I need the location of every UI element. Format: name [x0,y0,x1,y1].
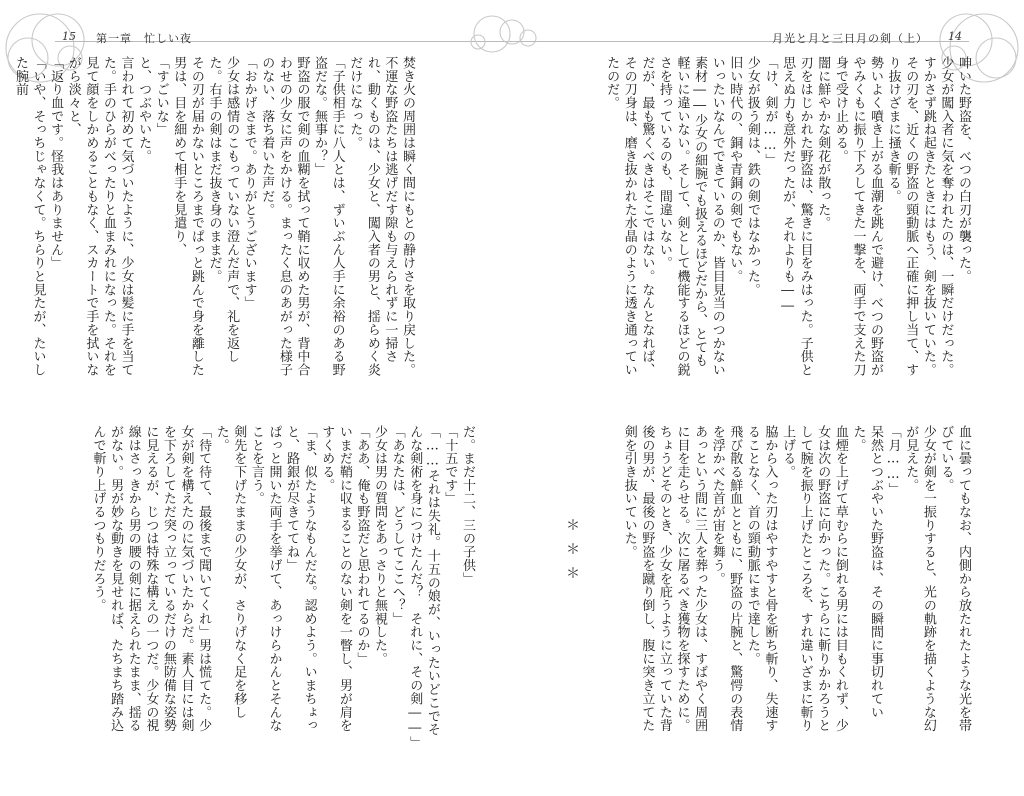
paragraph: 少女は男の質問をあっさりと無視した。 [372,425,388,666]
paragraph: ちょうどそのとき、少女を庇うように立っていた背後の男が、最後の野盗を蹴り倒し、腹に突き立てた剣を引き抜いていた。 [621,425,672,733]
page-number: 14 [948,30,962,43]
paragraph: 「月……」 [885,425,901,496]
paragraph: 少女は感情のこもっていない澄んだ声で、礼を返した。右手の剣はまだ抜き身のままだ。 [206,56,240,364]
paragraph: 少女が扱う剣は、鉄の剣ではなかった。 [744,56,760,297]
text-block-upper [12,56,416,378]
paragraph: 旧い時代の、銅や青銅の剣でもない。 [727,56,743,283]
paragraph: 脇から入った刃はやすやすと骨を断ち斬り、失速することなく、首の頸動脈にまで達した。 [744,425,778,733]
paragraph: 刃をはじかれた野盗は、驚きに目をみはった。子供と思えぬ力も意外だったが、それよりも―― [780,56,813,377]
page-number: 15 [62,30,76,43]
paragraph: 少女が闖入者に気を奪われたのは、一瞬だけだった。すかさず跳ね起きたときにはもう、剣を抜いていた。その刃を、近くの野盗の頸動脈へ正確に押し当て、すり抜けざまに掻き斬る。 [885,56,954,377]
text-block-lower [600,425,972,745]
paragraph: 剣先を下げたままの少女が、さりげなく足を移した。 [213,425,247,719]
running-head: 第一章 忙しい夜 [96,32,192,45]
right-page [512,0,1024,796]
paragraph: 「あなたは、どうしてここへ？」 [389,425,405,626]
paragraph: 焚き火の周囲は瞬く間にもとの静けさを取り戻した。不運な野盗たちは逃げだす隙も与えられずに一掃され、動くものは、少女と、闖入者の男と、揺らめく炎だけになった。 [347,56,415,377]
paragraph: 血に曇ってもなお、内側から放たれたような光を帯びている。 [938,425,971,733]
paragraph: いまだ鞘に収まることのない剣を一瞥し、男が肩をすくめる。 [319,425,352,733]
paragraph: 「待て待て、最後まで聞いてくれ」男は慌てた。少女が剣を構えたのに気づいたからだ。素人目には剣を下ろしてただ突っ立っているだけの無防備な姿勢に見えるが、じつは特殊な構えの一つだ。少女の視線はさっきから男の腰の剣に据えられたまま、揺るがない。男が妙な動きを見せれば、たちまち踏み込んで斬り上げるつもりだろう。 [90,425,212,733]
paragraph: 「十五です」 [442,425,458,506]
paragraph: だが、最も驚くべきはそこではない。なんとなれば、その刀身は、磨き抜かれた水晶のように透き通っていたのだ。 [604,56,655,377]
paragraph: 「いや、そっちじゃなくて。ちらりと見たが、たいした腕前 [12,56,46,377]
paragraph: 「すごいな」 [153,56,169,137]
paragraph: 「おかげさまで。ありがとうございます」 [241,56,257,310]
paragraph: 「返り血です。怪我はありません」 [48,56,64,270]
paragraph: その刃が届かないところまでぱっと跳んで身を離した男は、目を細めて相手を見遣り、 [171,56,204,377]
paragraph: あっという間に三人を葬った少女は、すばやく周囲に目を走らせる。次に屠るべき獲物を探すために。 [674,425,708,733]
paragraph: 呆然とつぶやいた野盗は、その瞬間に事切れていた。 [850,425,884,719]
paragraph: 言われて初めて気づいたように、少女は髪に手を当てた。手のひらがべったりと血まみれになった。それを見て顔をしかめることもなく、スカートで手を拭いながら淡々と、 [65,56,134,377]
paragraph: だ。まだ十二、三の子供」 [460,425,475,586]
running-head: 月光と月と三日月の剣（上） [772,32,928,45]
text-block-upper [580,56,972,378]
paragraph: 飛び散る鮮血とともに、野盗の片腕と、驚愕の表情を浮かべた首が宙を舞う。 [709,425,743,733]
paragraph: ぱっと開いた両手を挙げて、あっけらかんとそんなことを言う。 [248,425,282,733]
paragraph: 勢いよく噴き上がる血潮を跳んで避け、べつの野盗がやみくもに振り下ろしてきた一撃を、両手で支えた刀身で受け止める。 [832,56,884,377]
paragraph: 「ま、似たようなもんだな。認めよう。いまちょっと、路銀が尽きててね」 [284,425,317,733]
paragraph: 「子供相手に八人とは、ずいぶん人手に余裕のある野盗だな。無事か？」 [312,56,345,377]
paragraph: 呻いた野盗を、べつの白刃が襲った。 [956,56,971,283]
paragraph: 野盗の服で剣の血糊を拭って鞘に収めた男が、背中合わせの少女に声をかける。まったく息のあがった様子のない、落ち着いた声だ。 [259,56,310,377]
paragraph: いったいなんでできているのか、皆目見当のつかない素材――少女の細腕でも扱えるほどだから、とても軽いに違いない。そして、剣として機能するほどの鋭さを持っているのも、間違いない。 [656,56,725,377]
text-block-lower [64,425,476,750]
paragraph: 「……それは失礼。十五の娘が、いったいどこでそんな剣術を身につけたんだ？ それに、その剣――」 [407,425,440,750]
paragraph: 「け、剣が……」 [762,56,778,167]
section-break: ＊＊＊ [564,518,580,590]
paragraph: 闇に鮮やかな剣花が散った。 [815,56,831,230]
paragraph: 「ああ、俺も野盗だと思われてるのか」 [354,425,370,666]
paragraph: 血煙を上げて草むらに倒れる男には目もくれず、少女は次の野盗に向かった。こちらに斬りかかろうとして腕を振り上げたところを、すれ違いざまに斬り上げる。 [780,425,848,733]
paragraph: 少女が剣を一振りすると、光の軌跡を描くような幻が見えた。 [903,425,936,733]
paragraph: と、つぶやいた。 [136,56,152,163]
